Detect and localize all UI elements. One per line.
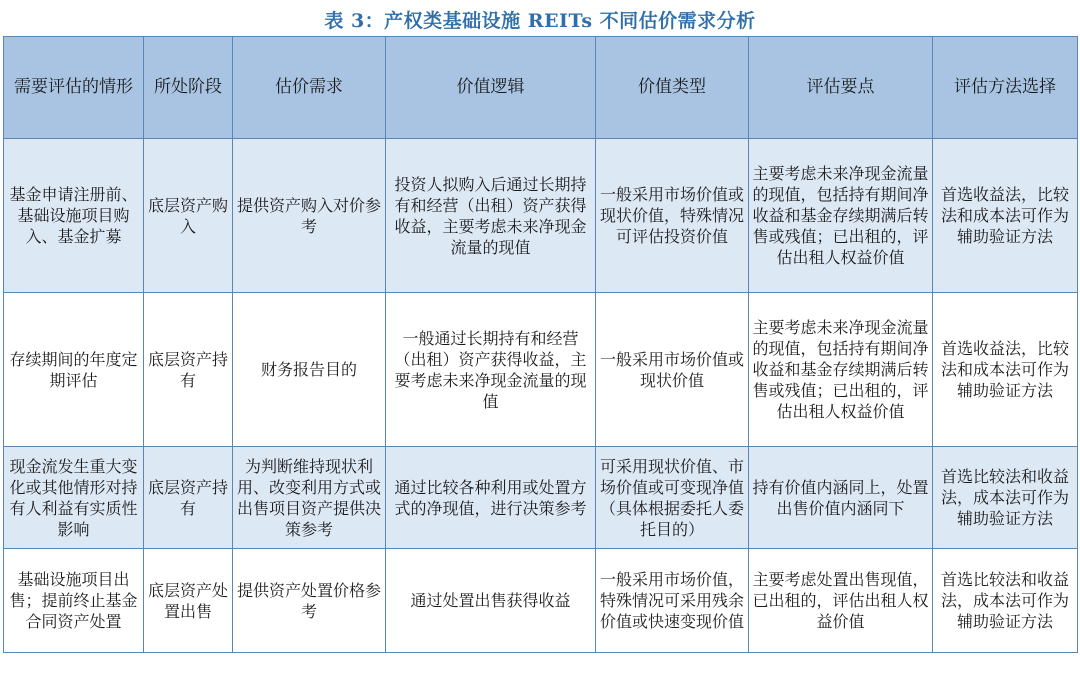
cell-situation: 基金申请注册前、基础设施项目购入、基金扩募 xyxy=(4,139,144,293)
header-demand: 估价需求 xyxy=(233,37,386,139)
cell-method: 首选收益法，比较法和成本法可作为辅助验证方法 xyxy=(933,139,1078,293)
table-row xyxy=(4,293,1078,447)
cell-value-type: 一般采用市场价值或现状价值 xyxy=(596,293,749,447)
header-row xyxy=(4,37,1078,139)
cell-key-points: 主要考虑处置出售现值，已出租的，评估出租人权益价值 xyxy=(749,549,933,653)
cell-demand: 财务报告目的 xyxy=(233,293,386,447)
cell-logic: 通过比较各种利用或处置方式的净现值，进行决策参考 xyxy=(386,447,596,549)
header-method: 评估方法选择 xyxy=(933,37,1078,139)
table-row xyxy=(4,447,1078,549)
cell-key-points: 持有价值内涵同上，处置出售价值内涵同下 xyxy=(749,447,933,549)
cell-situation: 现金流发生重大变化或其他情形对持有人利益有实质性影响 xyxy=(4,447,144,549)
header-logic: 价值逻辑 xyxy=(386,37,596,139)
cell-stage: 底层资产持有 xyxy=(144,447,233,549)
header-situation: 需要评估的情形 xyxy=(4,37,144,139)
cell-value-type: 一般采用市场价值，特殊情况可采用残余价值或快速变现价值 xyxy=(596,549,749,653)
cell-situation: 基础设施项目出售；提前终止基金合同资产处置 xyxy=(4,549,144,653)
cell-stage: 底层资产购入 xyxy=(144,139,233,293)
cell-key-points: 主要考虑未来净现金流量的现值，包括持有期间净收益和基金存续期满后转售或残值；已出租的，评估出租人权益价值 xyxy=(749,139,933,293)
cell-method: 首选比较法和收益法，成本法可作为辅助验证方法 xyxy=(933,447,1078,549)
cell-situation: 存续期间的年度定期评估 xyxy=(4,293,144,447)
cell-demand: 提供资产购入对价参考 xyxy=(233,139,386,293)
cell-method: 首选比较法和收益法，成本法可作为辅助验证方法 xyxy=(933,549,1078,653)
cell-value-type: 一般采用市场价值或现状价值，特殊情况可评估投资价值 xyxy=(596,139,749,293)
cell-key-points: 主要考虑未来净现金流量的现值，包括持有期间净收益和基金存续期满后转售或残值；已出租的，评估出租人权益价值 xyxy=(749,293,933,447)
reits-valuation-table xyxy=(3,36,1078,653)
table-title: 表 3：产权类基础设施 REITs 不同估价需求分析 xyxy=(324,10,756,32)
cell-logic: 通过处置出售获得收益 xyxy=(386,549,596,653)
header-value-type: 价值类型 xyxy=(596,37,749,139)
cell-value-type: 可采用现状价值、市场价值或可变现净值（具体根据委托人委托目的） xyxy=(596,447,749,549)
header-stage: 所处阶段 xyxy=(144,37,233,139)
cell-demand: 为判断维持现状利用、改变利用方式或出售项目资产提供决策参考 xyxy=(233,447,386,549)
cell-method: 首选收益法，比较法和成本法可作为辅助验证方法 xyxy=(933,293,1078,447)
cell-logic: 一般通过长期持有和经营（出租）资产获得收益，主要考虑未来净现金流量的现值 xyxy=(386,293,596,447)
cell-stage: 底层资产处置出售 xyxy=(144,549,233,653)
table-row xyxy=(4,549,1078,653)
cell-logic: 投资人拟购入后通过长期持有和经营（出租）资产获得收益，主要考虑未来净现金流量的现值 xyxy=(386,139,596,293)
table-row xyxy=(4,139,1078,293)
header-key-points: 评估要点 xyxy=(749,37,933,139)
cell-demand: 提供资产处置价格参考 xyxy=(233,549,386,653)
cell-stage: 底层资产持有 xyxy=(144,293,233,447)
